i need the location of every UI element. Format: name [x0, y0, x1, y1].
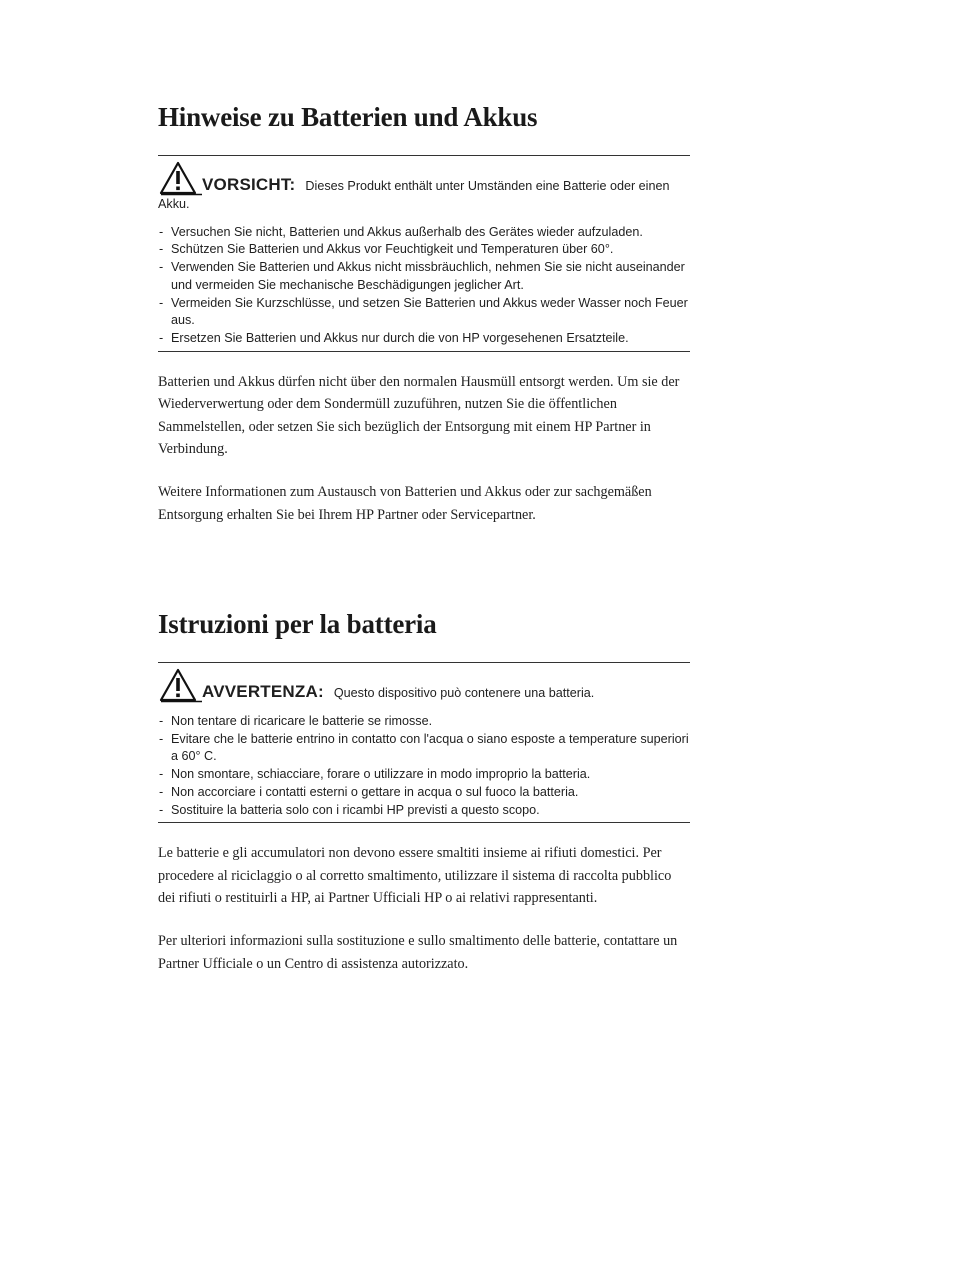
list-item: - Non tentare di ricaricare le batterie se rimosse.: [158, 713, 690, 731]
list-item: - Ersetzen Sie Batterien und Akkus nur durch die von HP vorgesehenen Ersatzteile.: [158, 330, 690, 348]
warning-word: AVVERTENZA:: [202, 682, 324, 701]
warning-box: [158, 155, 690, 352]
section-battery-italian: [158, 607, 690, 975]
warning-word: VORSICHT:: [202, 175, 296, 194]
warning-triangle-icon: [158, 160, 202, 196]
list-item: - Versuchen Sie nicht, Batterien und Akkus außerhalb des Gerätes wieder aufzuladen.: [158, 224, 690, 242]
warning-lead: Dieses Produkt enthält unter Umständen eine Batterie oder einen Akku.: [158, 179, 670, 211]
list-item: - Non smontare, schiacciare, forare o utilizzare in modo improprio la batteria.: [158, 766, 690, 784]
list-item: - Non accorciare i contatti esterni o gettare in acqua o sul fuoco la batteria.: [158, 784, 690, 802]
body-paragraph: Per ulteriori informazioni sulla sostituzione e sullo smaltimento delle batterie, contattare un Partner Ufficiale o un Centro di assistenza autorizzato.: [158, 933, 678, 972]
warning-list: [158, 713, 690, 819]
section-title: Hinweise zu Batterien und Akkus: [158, 102, 538, 132]
list-item: - Schützen Sie Batterien und Akkus vor Feuchtigkeit und Temperaturen über 60°.: [158, 241, 690, 259]
body-paragraph: Batterien und Akkus dürfen nicht über den normalen Hausmüll entsorgt werden. Um sie der Wiederverwertung oder dem Sondermüll zuzuführen, nutzen Sie die öffentlichen Sammelstellen, oder setzen Sie sich bezüglich der Entsorgung mit einem HP Partner in Verbindung.: [158, 373, 680, 458]
list-item: - Sostituire la batteria solo con i ricambi HP previsti a questo scopo.: [158, 802, 690, 820]
section-battery-german: [158, 100, 690, 526]
list-item: - Vermeiden Sie Kurzschlüsse, und setzen Sie Batterien und Akkus weder Wasser noch Feuer aus.: [158, 295, 690, 330]
body-paragraph: Weitere Informationen zum Austausch von Batterien und Akkus oder zur sachgemäßen Entsorgung erhalten Sie bei Ihrem HP Partner oder Servicepartner.: [158, 484, 652, 523]
warning-lead: Questo dispositivo può contenere una batteria.: [333, 686, 595, 700]
warning-list: [158, 224, 690, 348]
list-item: - Evitare che le batterie entrino in contatto con l'acqua o siano esposte a temperature superiori a 60° C.: [158, 731, 690, 766]
warning-header: [158, 667, 690, 703]
warning-box: [158, 662, 690, 823]
warning-triangle-icon: [158, 667, 202, 703]
list-item: - Verwenden Sie Batterien und Akkus nicht missbräuchlich, nehmen Sie sie nicht auseinander und vermeiden Sie mechanische Beschädigungen jeglicher Art.: [158, 259, 690, 294]
section-title: Istruzioni per la batteria: [158, 609, 437, 639]
body-paragraph: Le batterie e gli accumulatori non devono essere smaltiti insieme ai rifiuti domestici. Per procedere al riciclaggio o al corretto smaltimento, utilizzare il sistema di raccolta pubblico dei rifiuti o restituirli a HP, ai Partner Ufficiali HP o ai relativi rappresentanti.: [158, 845, 672, 907]
warning-header: [158, 160, 690, 214]
